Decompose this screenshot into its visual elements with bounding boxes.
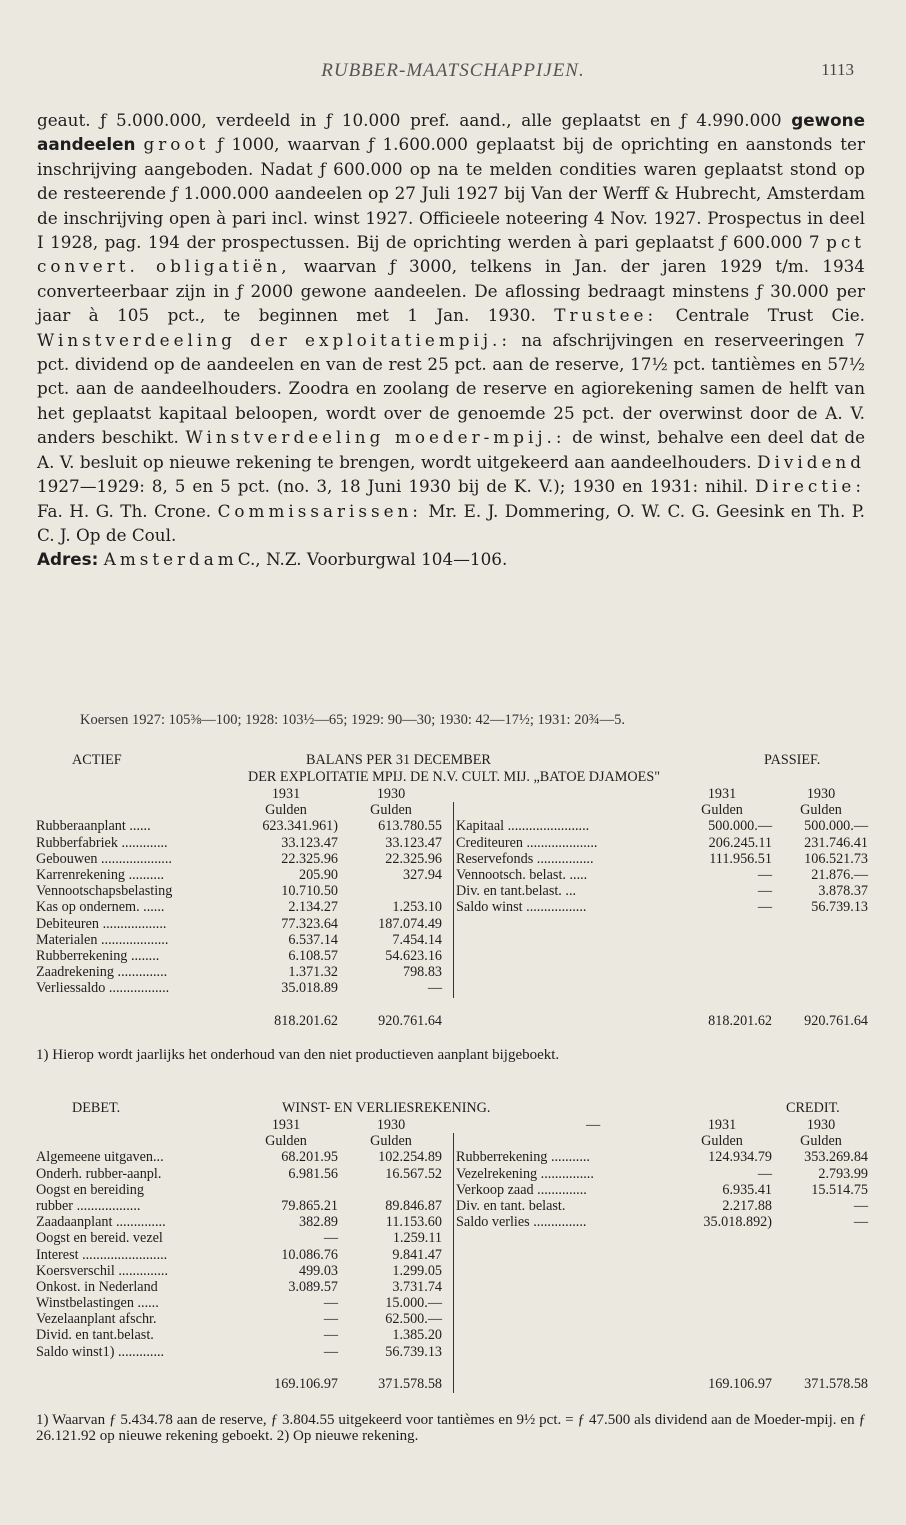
total-value: 818.201.62 [274, 1012, 338, 1029]
left-value-1931: — [323, 1311, 338, 1328]
right-value-1930: 15.514.75 [811, 1181, 868, 1198]
table-row [36, 883, 872, 899]
right-row-label: Rubberrekening ........... [456, 1149, 590, 1166]
text-segment: geaut. ƒ 5.000.000, verdeeld in ƒ 10.000 pref. aand., alle geplaatst en ƒ 4.990.000 [37, 110, 782, 130]
table-row [36, 948, 872, 964]
left-value-1930: 798.83 [402, 964, 442, 981]
left-value-1931: 77.323.64 [281, 915, 338, 932]
pl-title-row [36, 1100, 872, 1117]
left-row-label: Materialen ................... [36, 931, 169, 948]
heading-gewone-aandeelen: gewone aandeelen [37, 110, 865, 155]
balance-subtitle: DER EXPLOITATIE MPIJ. DE N.V. CULT. MIJ. „BATOE DJAMOES" [247, 769, 661, 785]
right-row-label: Crediteuren .................... [456, 834, 598, 851]
right-row-label: Saldo winst ................. [456, 899, 587, 916]
right-value-1931: 500.000.— [708, 818, 772, 835]
text-segment: waarvan ƒ 3000, telkens in Jan. der jaren 1929 t/m. 1934 converteerbaar zijn in ƒ 2000 gewone aandeelen. De aflossing bedraagt minstens ƒ 30.000 per jaar à 105 pct., te beginnen met 1 Jan. 1930. [37, 256, 865, 326]
left-value-1931: 1.371.32 [288, 964, 338, 981]
right-value-1930: 353.269.84 [804, 1149, 868, 1166]
text-segment: Mr. E. J. Dommering, O. W. C. G. Geesink en Th. P. C. J. Op de Coul. [37, 500, 865, 545]
left-value-1931: 623.341.961) [262, 818, 338, 835]
left-value-1930: 22.325.96 [385, 850, 442, 867]
left-value-1931: 22.325.96 [281, 850, 338, 867]
passief-title: PASSIEF. [764, 752, 821, 768]
page-number: 1113 [821, 60, 854, 79]
balance-footnote: 1) Hierop wordt jaarlijks het onderhoud van den niet productieven aanplant bijgeboekt. [36, 1047, 560, 1063]
table-row [36, 851, 872, 867]
left-row-label: Debiteuren .................. [36, 915, 167, 932]
text-segment: Fa. H. G. Th. Crone. [37, 500, 212, 521]
left-row-label: Vezelaanplant afschr. [36, 1311, 157, 1328]
left-row-label: Onkost. in Nederland [36, 1278, 158, 1295]
left-row-label: Interest ........................ [36, 1246, 168, 1263]
left-row-label: Rubberrekening ........ [36, 947, 160, 964]
year-label: 1931 [271, 1117, 301, 1133]
year-label: 1930 [376, 1117, 406, 1133]
balance-title-row [36, 752, 872, 769]
address-line [37, 547, 865, 571]
text-segment: de winst, behalve een deel dat de A. V. besluit op nieuwe rekening te brengen, wordt uitgekeerd aan aandeelhouders. [37, 427, 866, 472]
debet-title: DEBET. [72, 1100, 121, 1116]
balance-total-row [36, 1013, 872, 1029]
pl-rows [36, 1149, 872, 1359]
left-value-1930: 16.567.52 [385, 1165, 442, 1182]
left-value-1931: 499.03 [298, 1262, 338, 1279]
table-row [36, 1182, 872, 1198]
left-value-1931: — [323, 1230, 338, 1247]
left-value-1931: 10.086.76 [281, 1246, 338, 1263]
left-row-label: Vennootschapsbelasting [36, 883, 173, 900]
text-segment: na afschrijvingen en reserveeringen 7 pct. dividend op de aandeelen en van de rest 25 pct. aan de reserve, 17½ pct. tantièmes en 57½ pct. aan de aandeelhouders. Zoodra en zoolang de reserve en agiorekening samen de helft van het geplaatst kapitaal beloopen, wordt over de genoemde 25 pct. der overwinst door de A. V. anders beschikt. [37, 329, 865, 448]
left-value-1930: 62.500.— [385, 1311, 442, 1328]
koersen-line: Koersen 1927: 105⅜—100; 1928: 103½—65; 1929: 90—30; 1930: 42—17½; 1931: 20¾—5. [80, 712, 625, 728]
left-value-1930: 1.259.11 [392, 1230, 442, 1247]
right-value-1931: 35.018.892) [703, 1214, 772, 1231]
total-value: 169.106.97 [708, 1376, 772, 1392]
table-row [36, 1247, 872, 1263]
unit-label: Gulden [265, 1133, 307, 1150]
table-row [36, 1230, 872, 1246]
left-row-label: Onderh. rubber-aanpl. [36, 1165, 162, 1182]
left-value-1931: 382.89 [298, 1214, 338, 1231]
left-row-label: Oogst en bereid. vezel [36, 1230, 163, 1247]
left-value-1931: 33.123.47 [281, 834, 338, 851]
spaced-term: Dividend [757, 451, 865, 472]
unit-label: Gulden [701, 1133, 743, 1150]
left-row-label: Zaadaanplant .............. [36, 1214, 166, 1231]
spaced-term: Commissarissen: [217, 500, 422, 521]
balance-title: BALANS PER 31 DECEMBER [306, 752, 491, 768]
left-value-1931: 3.089.57 [288, 1278, 338, 1295]
spacer-row [36, 996, 872, 1012]
spaced-term: pct convert. obligatiën, [37, 232, 865, 277]
total-value: 169.106.97 [274, 1376, 338, 1392]
right-row-label: Reservefonds ................ [456, 850, 594, 867]
table-row [36, 1263, 872, 1279]
right-value-1931: 206.245.11 [708, 834, 772, 851]
pl-title: WINST- EN VERLIESREKENING. [282, 1100, 491, 1116]
total-value: 920.761.64 [378, 1012, 442, 1029]
text-segment: Centrale Trust Cie. [675, 305, 865, 326]
left-value-1930: — [427, 980, 442, 997]
left-value-1930: 327.94 [402, 866, 442, 883]
text-segment: 1927—1929: 8, 5 en 5 pct. (no. 3, 18 Juni 1930 bij de K. V.); 1930 en 1931: nihil. [37, 476, 749, 497]
left-value-1931: 2.134.27 [288, 899, 338, 916]
right-value-1931: 124.934.79 [708, 1149, 772, 1166]
left-row-label: Gebouwen .................... [36, 850, 172, 867]
table-row [36, 1198, 872, 1214]
unit-label: Gulden [370, 802, 412, 819]
spaced-term: Winstverdeeling der exploitatiempij.: [37, 329, 512, 350]
left-value-1930: 3.731.74 [392, 1278, 442, 1295]
table-row [36, 1295, 872, 1311]
left-value-1930: 187.074.49 [378, 915, 442, 932]
left-value-1931: — [323, 1295, 338, 1312]
left-value-1930: 613.780.55 [378, 818, 442, 835]
total-value: 371.578.58 [804, 1376, 868, 1392]
column-divider [453, 802, 454, 998]
table-row [36, 1214, 872, 1230]
spaced-term: Directie: [755, 476, 865, 497]
right-row-label: Vezelrekening ............... [456, 1165, 594, 1182]
right-row-label: Saldo verlies ............... [456, 1214, 587, 1231]
spaced-term: groot [143, 134, 210, 155]
left-value-1930: 7.454.14 [392, 931, 442, 948]
body-paragraph [37, 108, 865, 547]
text-segment: ƒ 1000, waarvan ƒ 1.600.000 geplaatst bij de oprichting en aanstonds ter inschrijving aangeboden. Nadat ƒ 600.000 op na te melden condities waren geplaatst stond op de resteerende ƒ 1.000.000 aandeelen op 27 Juli 1927 bij Van der Werff & Hubrecht, Amsterdam de inschrijving open à pari incl. winst 1927. Officieele noteering 4 Nov. 1927. Prospectus in deel I 1928, pag. 194 der prospectussen. Bij de oprichting werden à pari geplaatst ƒ 600.000 7 [37, 134, 865, 253]
left-value-1931: 10.710.50 [281, 883, 338, 900]
right-value-1931: 2.217.88 [722, 1197, 772, 1214]
right-value-1931: 6.935.41 [722, 1181, 772, 1198]
left-value-1931: — [323, 1343, 338, 1360]
left-value-1930: 11.153.60 [385, 1214, 442, 1231]
left-value-1931: 6.981.56 [288, 1165, 338, 1182]
balance-rows [36, 818, 872, 996]
year-header-row [36, 1117, 872, 1133]
table-row [36, 835, 872, 851]
left-value-1930: 1.385.20 [392, 1327, 442, 1344]
left-value-1931: 6.108.57 [288, 947, 338, 964]
left-row-label: rubber .................. [36, 1197, 141, 1214]
right-value-1930: 231.746.41 [804, 834, 868, 851]
table-row [36, 818, 872, 834]
right-row-label: Verkoop zaad .............. [456, 1181, 587, 1198]
right-value-1931: — [757, 866, 772, 883]
right-value-1931: — [757, 899, 772, 916]
profit-loss-account [36, 1100, 872, 1392]
year-label: 1930 [806, 1117, 836, 1133]
total-value: 818.201.62 [708, 1012, 772, 1029]
left-value-1931: 205.90 [298, 866, 338, 883]
left-row-label: Oogst en bereiding [36, 1181, 144, 1198]
table-row [36, 1149, 872, 1165]
year-header-row [36, 786, 872, 802]
page-header [0, 60, 906, 86]
table-row [36, 1166, 872, 1182]
right-row-label: Div. en tant.belast. ... [456, 883, 577, 900]
left-row-label: Kas op ondernem. ...... [36, 899, 165, 916]
spaced-term: Winstverdeeling moeder-mpij.: [185, 427, 566, 448]
unit-label: Gulden [370, 1133, 412, 1150]
running-title: RUBBER-MAATSCHAPPIJEN. [321, 60, 585, 81]
left-value-1930: 33.123.47 [385, 834, 442, 851]
left-row-label: Winstbelastingen ...... [36, 1295, 159, 1312]
table-row [36, 1327, 872, 1343]
unit-label: Gulden [800, 802, 842, 819]
right-value-1930: 3.878.37 [818, 883, 868, 900]
left-value-1930: 54.623.16 [385, 947, 442, 964]
left-row-label: Rubberaanplant ...... [36, 818, 151, 835]
year-label: 1931 [707, 1117, 737, 1133]
left-value-1930: 1.299.05 [392, 1262, 442, 1279]
right-row-label: Div. en tant. belast. [456, 1197, 566, 1214]
table-row [36, 964, 872, 980]
left-row-label: Zaadrekening .............. [36, 964, 168, 981]
pl-footnote: 1) Waarvan ƒ 5.434.78 aan de reserve, ƒ 3.804.55 uitgekeerd voor tantièmes en 9½ pct. = ƒ 47.500 als dividend aan de Moeder-mpij. en ƒ 26.121.92 op nieuwe rekening geboekt. 2) Op nieuwe rekening. [36, 1412, 866, 1444]
right-value-1930: 2.793.99 [818, 1165, 868, 1182]
spaced-term: Trustee: [554, 305, 658, 326]
table-row [36, 1344, 872, 1360]
left-value-1930: 102.254.89 [378, 1149, 442, 1166]
unit-header-row [36, 1133, 872, 1149]
spaced-term: Amsterdam [103, 549, 238, 570]
right-value-1930: — [853, 1197, 868, 1214]
dash-mark: — [586, 1117, 601, 1133]
column-divider [453, 1133, 454, 1393]
right-value-1931: — [757, 883, 772, 900]
year-label: 1931 [707, 786, 737, 802]
left-value-1931: — [323, 1327, 338, 1344]
year-label: 1931 [271, 786, 301, 802]
right-row-label: Kapitaal ....................... [456, 818, 590, 835]
left-value-1930: 9.841.47 [392, 1246, 442, 1263]
left-row-label: Divid. en tant.belast. [36, 1327, 154, 1344]
left-row-label: Verliessaldo ................. [36, 980, 170, 997]
left-value-1931: 35.018.89 [281, 980, 338, 997]
right-value-1930: 56.739.13 [811, 899, 868, 916]
unit-header-row [36, 802, 872, 818]
table-row [36, 899, 872, 915]
unit-label: Gulden [701, 802, 743, 819]
balance-subtitle-row [36, 769, 872, 786]
table-row [36, 980, 872, 996]
table-row [36, 932, 872, 948]
address-label: Adres: [37, 549, 99, 570]
right-value-1931: 111.956.51 [709, 850, 772, 867]
right-row-label: Vennootsch. belast. ..... [456, 866, 588, 883]
spacer-row [36, 1360, 872, 1376]
table-row [36, 1279, 872, 1295]
right-value-1930: 21.876.— [811, 866, 868, 883]
left-row-label: Rubberfabriek ............. [36, 834, 168, 851]
unit-label: Gulden [800, 1133, 842, 1150]
year-label: 1930 [806, 786, 836, 802]
left-row-label: Koersverschil .............. [36, 1262, 168, 1279]
left-value-1930: 89.846.87 [385, 1197, 442, 1214]
left-value-1930: 56.739.13 [385, 1343, 442, 1360]
body-text [37, 108, 865, 572]
table-row [36, 916, 872, 932]
left-row-label: Algemeene uitgaven... [36, 1149, 164, 1166]
right-value-1931: — [757, 1165, 772, 1182]
left-row-label: Karrenrekening .......... [36, 866, 165, 883]
total-value: 371.578.58 [378, 1376, 442, 1392]
left-value-1931: 79.865.21 [281, 1197, 338, 1214]
address-value: C., N.Z. Voorburgwal 104—106. [237, 549, 508, 570]
table-row [36, 1311, 872, 1327]
left-value-1930: 1.253.10 [392, 899, 442, 916]
balance-sheet [36, 752, 872, 1029]
total-value: 920.761.64 [804, 1012, 868, 1029]
unit-label: Gulden [265, 802, 307, 819]
credit-title: CREDIT. [786, 1100, 840, 1116]
right-value-1930: 500.000.— [804, 818, 868, 835]
left-row-label: Saldo winst1) ............. [36, 1343, 165, 1360]
pl-total-row [36, 1376, 872, 1392]
left-value-1930: 15.000.— [385, 1295, 442, 1312]
right-value-1930: — [853, 1214, 868, 1231]
table-row [36, 867, 872, 883]
left-value-1931: 68.201.95 [281, 1149, 338, 1166]
year-label: 1930 [376, 786, 406, 802]
right-value-1930: 106.521.73 [804, 850, 868, 867]
actief-title: ACTIEF [72, 752, 122, 768]
left-value-1931: 6.537.14 [288, 931, 338, 948]
